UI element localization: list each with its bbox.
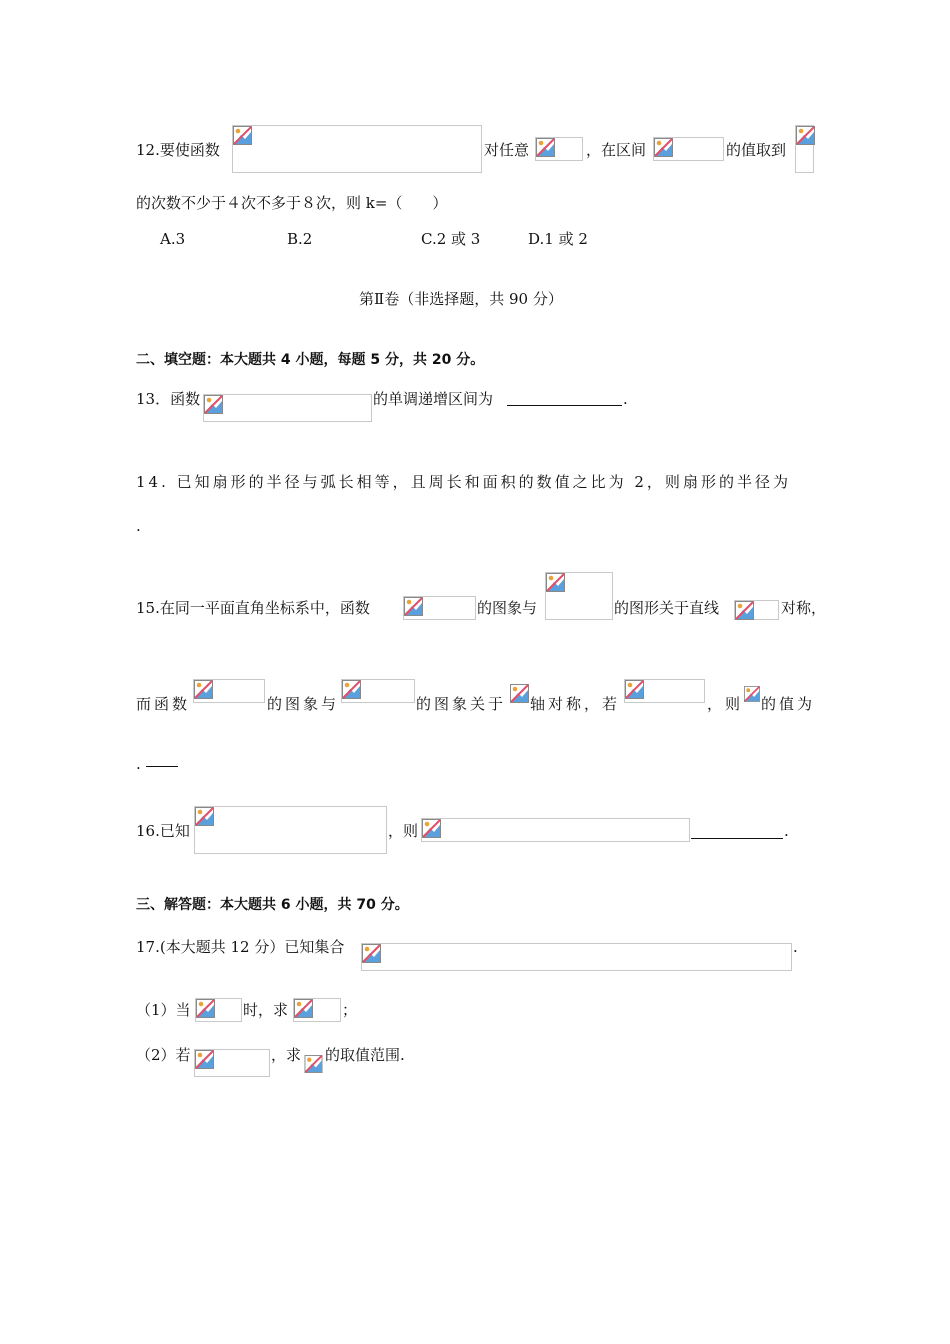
formula-image — [195, 998, 242, 1022]
broken-image-icon — [294, 999, 313, 1018]
q15-text: 的图象与 — [267, 695, 340, 713]
formula-image — [734, 600, 779, 620]
q14-line1: 14. 已知扇形的半径与弧长相等，且周长和面积的数值之比为 2，则扇形的半径为 — [136, 473, 791, 491]
formula-image — [653, 137, 724, 161]
formula-image — [293, 998, 341, 1022]
option-b: B.2 — [287, 230, 313, 248]
q13-prefix: 13．函数 — [136, 390, 201, 408]
broken-image-icon — [195, 807, 214, 826]
q12-text: ，在区间 — [586, 141, 647, 159]
broken-image-icon — [304, 1055, 323, 1073]
formula-image — [203, 394, 372, 422]
q15-text: 的值为 — [761, 695, 816, 713]
formula-image — [545, 572, 613, 620]
q15-text: 的图象关于 — [416, 695, 507, 713]
broken-image-icon — [536, 138, 555, 157]
q12-line2: 的次数不少于４次不多于８次，则 k=（ ） — [136, 194, 448, 212]
q14-line2: . — [136, 517, 141, 535]
q17-prefix: 17.(本大题共 12 分）已知集合 — [136, 938, 345, 956]
option-a: A.3 — [160, 230, 186, 248]
q17-part1-end: ； — [342, 1001, 358, 1019]
formula-image — [194, 806, 387, 854]
q17-part2-text: ，求 — [271, 1046, 302, 1064]
formula-image — [510, 684, 529, 703]
q15-text: 的图形关于直线 — [614, 599, 720, 617]
formula-image — [341, 679, 415, 703]
answer-blank — [691, 838, 783, 839]
section3-heading: 三、解答题：本大题共 6 小题，共 70 分。 — [136, 897, 409, 913]
q16-mid: ，则 — [388, 822, 419, 840]
q15-text: ，则 — [707, 695, 744, 713]
formula-image — [194, 1049, 270, 1077]
q12-text: 的值取到 — [726, 141, 787, 159]
q16-end: . — [784, 822, 789, 840]
formula-image — [232, 125, 482, 173]
formula-image — [624, 679, 705, 703]
q15-text: 的图象与 — [477, 599, 538, 617]
section2-heading: 二、填空题：本大题共 4 小题，每题 5 分，共 20 分。 — [136, 352, 485, 368]
option-c: C.2 或 3 — [421, 230, 481, 248]
part2-title: 第Ⅱ卷（非选择题，共 90 分） — [359, 290, 563, 308]
broken-image-icon — [342, 680, 361, 699]
answer-blank — [507, 405, 622, 406]
q15-prefix: 15.在同一平面直角坐标系中，函数 — [136, 599, 370, 617]
formula-image — [535, 137, 583, 161]
broken-image-icon — [362, 944, 381, 963]
q16-prefix: 16.已知 — [136, 822, 190, 840]
q12-text: 对任意 — [484, 141, 530, 159]
broken-image-icon — [654, 138, 673, 157]
formula-image — [421, 818, 690, 842]
broken-image-icon — [204, 395, 223, 414]
q12-prefix: 12.要使函数 — [136, 141, 220, 159]
q17-part1: （1）当 — [136, 1001, 191, 1019]
broken-image-icon — [735, 601, 754, 620]
broken-image-icon — [546, 573, 565, 592]
broken-image-icon — [796, 126, 815, 145]
formula-image — [193, 679, 265, 703]
broken-image-icon — [510, 684, 529, 703]
q15-line3: . — [136, 755, 141, 773]
q17-part2: （2）若 — [136, 1046, 191, 1064]
formula-image — [795, 125, 814, 173]
broken-image-icon — [233, 126, 252, 145]
formula-image — [403, 596, 476, 620]
q17-part2-end: 的取值范围. — [325, 1046, 405, 1064]
answer-blank — [146, 766, 178, 767]
broken-image-icon — [625, 680, 644, 699]
broken-image-icon — [195, 1050, 214, 1069]
formula-image — [744, 686, 760, 703]
broken-image-icon — [404, 597, 423, 616]
broken-image-icon — [194, 680, 213, 699]
q15-text: 而函数 — [136, 695, 191, 713]
q15-text: 轴对称，若 — [530, 695, 621, 713]
q13-end: . — [623, 390, 628, 408]
formula-image — [304, 1055, 323, 1073]
option-d: D.1 或 2 — [528, 230, 588, 248]
broken-image-icon — [422, 819, 441, 838]
q17-end: . — [793, 938, 798, 956]
broken-image-icon — [196, 999, 215, 1018]
q17-part1-text: 时，求 — [243, 1001, 289, 1019]
q15-text: 对称， — [781, 599, 827, 617]
formula-image — [361, 943, 792, 971]
q13-suffix: 的单调递增区间为 — [373, 390, 494, 408]
broken-image-icon — [744, 686, 760, 702]
